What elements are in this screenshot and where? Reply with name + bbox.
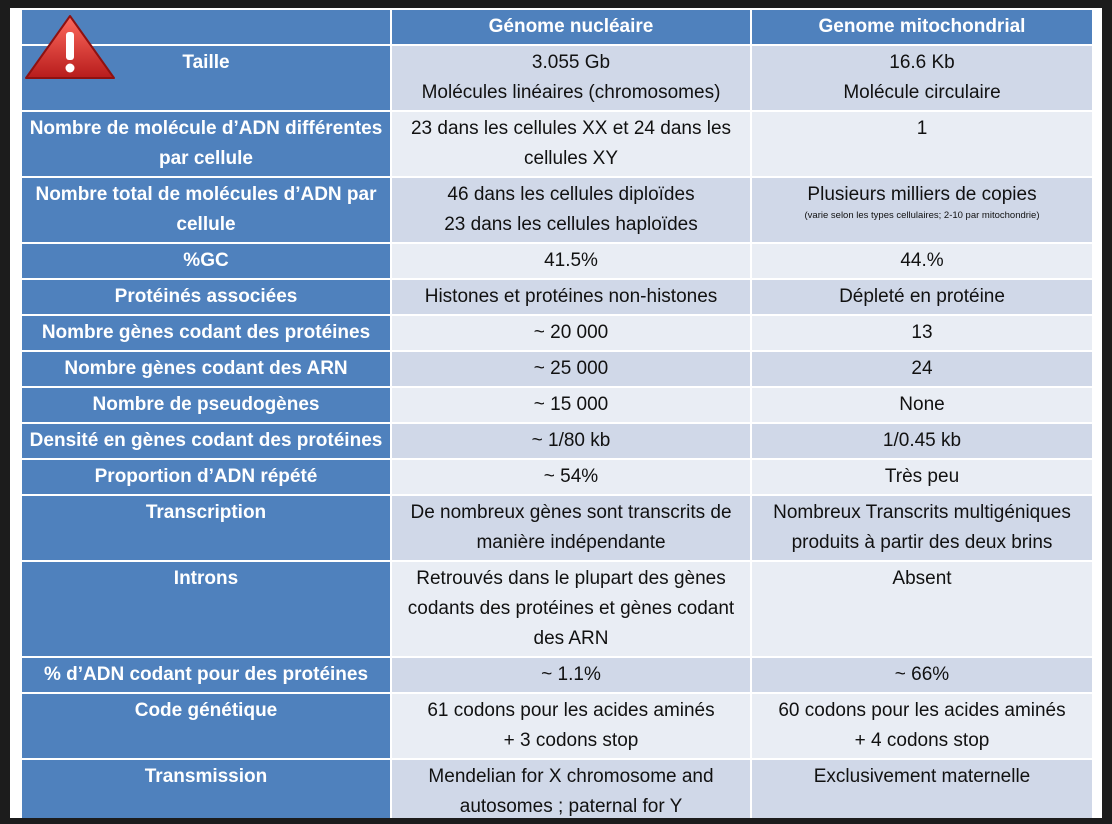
table-row — [21, 423, 1093, 459]
nuclear-value — [391, 315, 751, 351]
mitochondrial-value-line: Absent — [892, 568, 952, 589]
mitochondrial-value — [751, 459, 1093, 495]
table-row — [21, 759, 1093, 818]
row-label: Nombre gènes codant des ARN — [21, 351, 391, 387]
row-label: Densité en gènes codant des protéines — [21, 423, 391, 459]
mitochondrial-value-line: Très peu — [884, 466, 960, 487]
nuclear-value — [391, 561, 751, 657]
mitochondrial-value-line: Nombreux Transcrits multigéniques produits à partir des deux brins — [773, 502, 1071, 553]
row-label: % d’ADN codant pour des protéines — [21, 657, 391, 693]
nuclear-value-line: ~ 15 000 — [533, 394, 609, 415]
nuclear-value-line: ~ 54% — [543, 466, 599, 487]
nuclear-value — [391, 177, 751, 243]
row-label: Protéinés associées — [21, 279, 391, 315]
nuclear-value-line: 61 codons pour les acides aminés — [427, 700, 715, 721]
mitochondrial-value — [751, 351, 1093, 387]
mitochondrial-value-line: 1 — [916, 118, 928, 139]
row-label: Transcription — [21, 495, 391, 561]
mitochondrial-value — [751, 759, 1093, 818]
mitochondrial-value — [751, 387, 1093, 423]
nuclear-value-line: Molécules linéaires (chromosomes) — [421, 82, 721, 103]
nuclear-value — [391, 351, 751, 387]
table-row — [21, 177, 1093, 243]
nuclear-value-line: 3.055 Gb — [531, 52, 611, 73]
table-row — [21, 315, 1093, 351]
nuclear-value-line: ~ 1.1% — [541, 664, 601, 685]
table-row — [21, 387, 1093, 423]
table-row — [21, 351, 1093, 387]
nuclear-value-line: + 3 codons stop — [503, 730, 639, 751]
header-nuclear: Génome nucléaire — [391, 9, 751, 45]
table-header-row — [21, 9, 1093, 45]
mitochondrial-value-line: 1/0.45 kb — [882, 430, 962, 451]
mitochondrial-value-line: 24 — [911, 358, 933, 379]
table-row — [21, 561, 1093, 657]
mitochondrial-value — [751, 111, 1093, 177]
header-mitochondrial: Genome mitochondrial — [751, 9, 1093, 45]
mitochondrial-value-line: None — [899, 394, 945, 415]
nuclear-value-line: Histones et protéines non-histones — [424, 286, 718, 307]
table-row — [21, 657, 1093, 693]
mitochondrial-value-line: Exclusivement maternelle — [813, 766, 1031, 787]
nuclear-value — [391, 423, 751, 459]
mitochondrial-value-line: Dépleté en protéine — [839, 286, 1005, 307]
nuclear-value-line: ~ 25 000 — [533, 358, 609, 379]
nuclear-value — [391, 279, 751, 315]
table-row — [21, 693, 1093, 759]
nuclear-value — [391, 243, 751, 279]
nuclear-value — [391, 693, 751, 759]
nuclear-value — [391, 387, 751, 423]
row-label: Taille — [21, 45, 391, 111]
nuclear-value — [391, 459, 751, 495]
row-label: Proportion d’ADN répété — [21, 459, 391, 495]
warning-triangle-icon — [22, 12, 118, 82]
mitochondrial-value — [751, 657, 1093, 693]
mitochondrial-value — [751, 693, 1093, 759]
mitochondrial-value — [751, 561, 1093, 657]
row-label: Nombre de molécule d’ADN différentes par cellule — [21, 111, 391, 177]
mitochondrial-value-line: 60 codons pour les acides aminés — [778, 700, 1066, 721]
table-row — [21, 495, 1093, 561]
mitochondrial-value-line: 16.6 Kb — [889, 52, 955, 73]
mitochondrial-value — [751, 279, 1093, 315]
table-row — [21, 45, 1093, 111]
nuclear-value — [391, 657, 751, 693]
mitochondrial-value-line: + 4 codons stop — [854, 730, 990, 751]
nuclear-value-line: De nombreux gènes sont transcrits de manière indépendante — [410, 502, 732, 553]
row-label: %GC — [21, 243, 391, 279]
mitochondrial-value — [751, 423, 1093, 459]
nuclear-value-line: 23 dans les cellules XX et 24 dans les cellules XY — [410, 118, 732, 169]
nuclear-value — [391, 759, 751, 818]
row-label: Nombre de pseudogènes — [21, 387, 391, 423]
nuclear-value-line: 46 dans les cellules diploïdes — [447, 184, 695, 205]
mitochondrial-value — [751, 45, 1093, 111]
nuclear-value-line: ~ 1/80 kb — [531, 430, 611, 451]
nuclear-value-line: ~ 20 000 — [533, 322, 609, 343]
nuclear-value — [391, 45, 751, 111]
row-label: Nombre gènes codant des protéines — [21, 315, 391, 351]
nuclear-value — [391, 111, 751, 177]
mitochondrial-value — [751, 495, 1093, 561]
mitochondrial-value — [751, 177, 1093, 243]
mitochondrial-value-line: Molécule circulaire — [843, 82, 1001, 103]
mitochondrial-value — [751, 315, 1093, 351]
mitochondrial-value-line: 13 — [911, 322, 933, 343]
mitochondrial-value-line: 44.% — [900, 250, 944, 271]
mitochondrial-value — [751, 243, 1093, 279]
mito-note: (varie selon les types cellulaires; 2-10 par mitochondrie) — [804, 210, 1040, 221]
row-label: Code génétique — [21, 693, 391, 759]
genome-comparison-table — [20, 8, 1094, 818]
row-label: Nombre total de molécules d’ADN par cellule — [21, 177, 391, 243]
slide-frame — [10, 8, 1102, 818]
nuclear-value-line: 41.5% — [544, 250, 598, 271]
row-label: Transmission — [21, 759, 391, 818]
table-row — [21, 279, 1093, 315]
row-label: Introns — [21, 561, 391, 657]
nuclear-value — [391, 495, 751, 561]
nuclear-value-line: Mendelian for X chromosome and autosomes ; paternal for Y — [428, 766, 714, 817]
nuclear-value-line: Retrouvés dans le plupart des gènes codants des protéines et gènes codant des ARN — [407, 568, 735, 649]
table-row — [21, 111, 1093, 177]
table-row — [21, 459, 1093, 495]
table-row — [21, 243, 1093, 279]
nuclear-value-line: 23 dans les cellules haploïdes — [444, 214, 698, 235]
mitochondrial-value-line: ~ 66% — [894, 664, 950, 685]
mitochondrial-value-line: Plusieurs milliers de copies — [807, 184, 1037, 205]
